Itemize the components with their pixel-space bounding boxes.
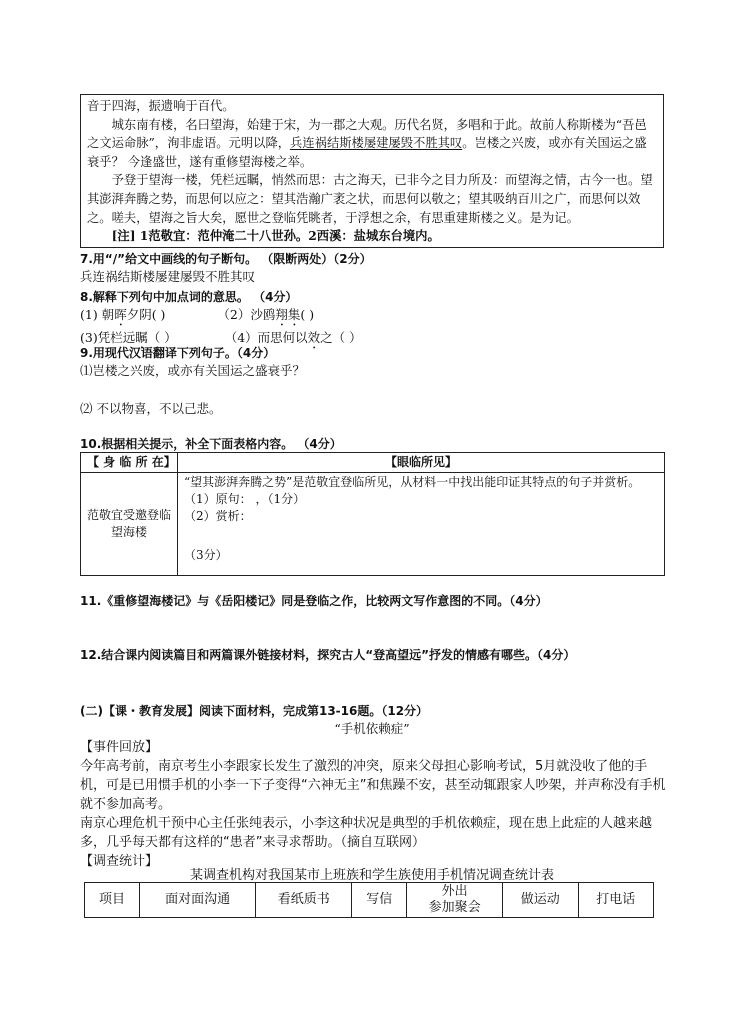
q8-row-1: (1) 朝晖夕阴( ) （2）沙鸥翔集( ) xyxy=(80,307,315,323)
q11-title: 11.《重修望海楼记》与《岳阳楼记》同是登临之作，比较两文写作意图的不同。（4分） xyxy=(80,594,548,608)
q8-title: 8.解释下列句中加点词的意思。 （4分） xyxy=(80,290,298,304)
section-2-subtitle: “手机依赖症” xyxy=(334,721,410,736)
q7-sentence: 兵连祸结斯楼屡建屡毁不胜其叹 xyxy=(80,269,256,285)
survey-table xyxy=(84,882,654,918)
q8-row-2: (3)凭栏远瞩（ ） （4）而思何以效之（ ） xyxy=(80,330,362,346)
passage-paragraph-2: 予登于望海一楼，凭栏远瞩，悄然而思：古之海天，已非今之目力所及：而望海之情，古今一也。望其澎湃奔腾之势，而思何以应之：望其浩瀚广袤之状，而思何以敬之；望其吸纳百川之广，而思何以效之。嗟夫，望海之旨大矣，愿世之登临凭眺者，于浮想之余，有思重建斯楼之义。是为记。 xyxy=(87,173,653,225)
q10-table xyxy=(80,452,665,576)
survey-col-4: 外出 参加聚会 xyxy=(407,883,503,918)
q10-col-seen: 【眼临所见】 xyxy=(178,453,665,473)
q9-sentence-1: ⑴岂楼之兴废，或亦有关国运之盛衰乎？ xyxy=(80,363,306,379)
dotted-word-2: 翔集 xyxy=(275,307,301,323)
event-head: 【事件回放】 xyxy=(80,740,159,755)
passage-line-0: 音于四海，振遗响于百代。 xyxy=(87,99,235,113)
q10-place-cell: 范敬宜受邀登临望海楼 xyxy=(81,473,178,576)
q10-analysis-line[interactable]: （2）赏析： xyxy=(184,509,252,523)
passage-paragraph-1: 城东南有楼，名曰望海，始建于宋，为一郡之大观。历代名贤，多唱和于此。故前人称斯楼为“吾邑之文运命脉”，洵非虚语。元明以降，兵连祸结斯楼屡建屡毁不胜其叹。岂楼之兴废，或亦有关国运之盛衰乎？ 今逢盛世，遂有重修望海楼之举。 xyxy=(87,117,647,169)
q9-sentence-2-wrap xyxy=(80,400,670,418)
section-2-body xyxy=(80,738,670,871)
q7-title: 7.用“/”给文中画线的句子断句。 （限断两处）（2分） xyxy=(80,252,372,266)
q12-title: 12.结合课内阅读篇目和两篇课外链接材料，探究古人“登高望远”抒发的情感有哪些。（4分） xyxy=(80,648,576,662)
event-paragraph-2: 南京心理危机干预中心主任张纯表示，小李这种状况是典型的手机依赖症，现在患上此症的人越来越多，几乎每天都有这样的“患者”来寻求帮助。（摘自互联网） xyxy=(80,816,653,850)
dotted-word-1: 晖 xyxy=(114,307,127,323)
survey-table-header-row xyxy=(85,883,654,918)
question-8 xyxy=(80,288,670,352)
question-7 xyxy=(80,250,670,287)
dotted-word-3: 瞩 xyxy=(135,330,148,346)
q10-col-place: 【 身 临 所 在】 xyxy=(81,453,178,473)
section-2-head-wrap xyxy=(80,702,670,720)
question-12 xyxy=(80,646,670,664)
survey-table-title: 某调查机构对我国某市上班族和学生族使用手机情况调查统计表 xyxy=(189,868,554,883)
survey-head: 【调查统计】 xyxy=(80,854,159,869)
q10-points: （3分） xyxy=(184,548,228,562)
dotted-word-4: 效 xyxy=(307,330,321,346)
question-10-title-wrap xyxy=(80,435,670,453)
survey-col-6: 打电话 xyxy=(578,883,653,918)
survey-col-1: 面对面沟通 xyxy=(140,883,256,918)
q9-sentence-2: ⑵ 不以物喜，不以己悲。 xyxy=(80,401,222,416)
survey-col-5: 做运动 xyxy=(503,883,578,918)
underlined-sentence: 兵连祸结斯楼屡建屡毁不胜其叹 xyxy=(290,136,463,151)
event-paragraph-1: 今年高考前，南京考生小李跟家长发生了激烈的冲突，原来父母担心影响考试，5月就没收了他的手机，可是已用惯手机的小李一下子变得“六神无主”和焦躁不安，甚至动辄跟家人吵架，并声称没有手机就不参加高考。 xyxy=(80,759,666,812)
q9-title: 9.用现代汉语翻译下列句子。（4分） xyxy=(80,346,276,360)
question-9 xyxy=(80,344,670,381)
q10-prompt: “望其澎湃奔腾之势”是范敬宜登临所见，从材料一中找出能印证其特点的句子并赏析。 xyxy=(184,475,641,489)
q10-original-line[interactable]: （1）原句： ，（1分） xyxy=(184,492,306,506)
classical-passage-box xyxy=(80,94,664,248)
section-2-head: (二)【课・教育发展】阅读下面材料，完成第13-16题。（12分） xyxy=(80,704,429,718)
survey-col-3: 写信 xyxy=(352,883,407,918)
survey-col-0: 项目 xyxy=(85,883,140,918)
passage-note: [注] 1范敬宜：范仲淹二十八世孙。2西溪：盐城东台境内。 xyxy=(111,228,440,244)
survey-col-2: 看纸质书 xyxy=(256,883,352,918)
q10-content-cell xyxy=(178,473,665,576)
q10-title: 10.根据相关提示，补全下面表格内容。 （4分） xyxy=(80,437,342,451)
question-11 xyxy=(80,592,670,610)
